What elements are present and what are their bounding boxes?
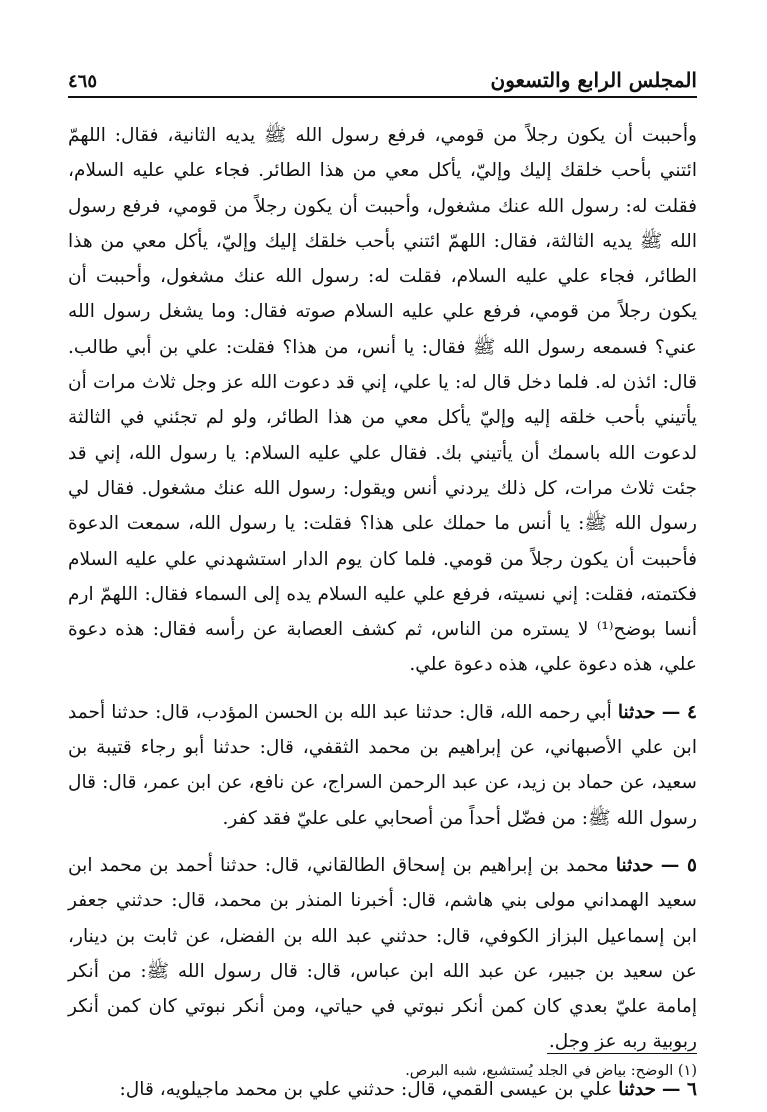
continuation-paragraph: وأحببت أن يكون رجلاً من قومي، فرفع رسول الله ﷺ يديه الثانية، فقال: اللهمّ ائتني بأحب خلقك إليك وإليّ، يأكل معي من هذا الطائر. فجاء علي عليه السلام، فقلت له: رسول الله عنك مشغول، وأحببت أن يكون رجلاً من قومي، فرفع رسول الله ﷺ يديه الثالثة، فقال: اللهمّ ائتني بأحب خلقك إليك وإليّ، يأكل معي من هذا الطائر، فجاء علي عليه السلام، فقلت له: رسول الله عنك مشغول، وأحببت أن يكون رجلاً من قومي، فرفع علي عليه السلام صوته فقال: وما يشغل رسول الله عني؟ فسمعه رسول الله ﷺ فقال: يا أنس، من هذا؟ فقلت: علي بن أبي طالب. قال: ائذن له. فلما دخل قال له: يا علي، إني قد دعوت الله عز وجل ثلاث مرات أن يأتيني بأحب خلقه إليه وإليّ يأكل معي من هذا الطائر، ولو لم تجئني في الثالثة لدعوت الله باسمك أن يأتيني بك. فقال علي عليه السلام: يا رسول الله، إني قد جئت ثلاث مرات، كل ذلك يردني أنس ويقول: رسول الله عنك مشغول. فقال لي رسول الله ﷺ: يا أنس ما حملك على هذا؟ فقلت: يا رسول الله، سمعت الدعوة فأحببت أن يكون رجلاً من قومي. فلما كان يوم الدار استشهدني علي عليه السلام فكتمته، فقلت: إني نسيته، فرفع علي عليه السلام يده إلى السماء فقال: اللهمّ ارم أنسا بوضح⁽¹⁾ لا يستره من الناس، ثم كشف العصابة عن رأسه فقال: هذه دعوة علي، هذه دعوة علي، هذه دعوة علي. — [68, 125, 697, 676]
hadith-opening: حدثنا — [617, 701, 656, 723]
footnote-divider — [547, 1053, 697, 1054]
hadith-text: علي بن عيسى القمي، قال: حدثني علي بن محمد ماجيلويه، قال: — [119, 1078, 613, 1100]
page-number: ٤٦٥ — [68, 71, 98, 92]
hadith-text: أبي رحمه الله، قال: حدثنا عبد الله بن الحسن المؤدب، قال: حدثنا أحمد ابن علي الأصبهاني، عن إبراهيم بن محمد الثقفي، قال: حدثنا أبو رجاء قتيبة بن سعيد، عن حماد بن زيد، عن عبد الرحمن السراج، عن نافع، عن ابن عمر، قال: قال رسول الله ﷺ: من فضّل أحداً من أصحابي على عليّ فقد كفر. — [68, 701, 697, 829]
hadith-number: ٤ — — [661, 701, 697, 723]
running-title: المجلس الرابع والتسعون — [490, 68, 697, 92]
page-header — [68, 58, 697, 98]
hadith-5 — [68, 848, 697, 1060]
hadith-text: محمد بن إبراهيم بن إسحاق الطالقاني، قال: حدثنا أحمد بن محمد ابن سعيد الهمداني مولى بني هاشم، قال: أخبرنا المنذر بن محمد، قال: حدثني جعفر ابن إسماعيل البزاز الكوفي، قال: حدثني عبد الله بن الفضل، عن ثابت بن دينار، عن سعيد بن جبير، عن عبد الله ابن عباس، قال: قال رسول الله ﷺ: من أنكر إمامة عليّ بعدي كان كمن أنكر نبوتي في حياتي، ومن أنكر نبوتي كان كمن أنكر ربوبية ربه عز وجل. — [68, 854, 697, 1053]
hadith-number: ٥ — — [660, 854, 697, 876]
footnote: (١) الوضح: بياض في الجلد يُستشبع، شبه البرص. — [405, 1063, 697, 1079]
hadith-opening: حدثنا — [615, 854, 654, 876]
hadith-number: ٦ — — [661, 1078, 697, 1100]
hadith-opening: حدثنا — [618, 1078, 656, 1100]
hadith-4 — [68, 695, 697, 836]
body-text — [68, 118, 697, 1107]
